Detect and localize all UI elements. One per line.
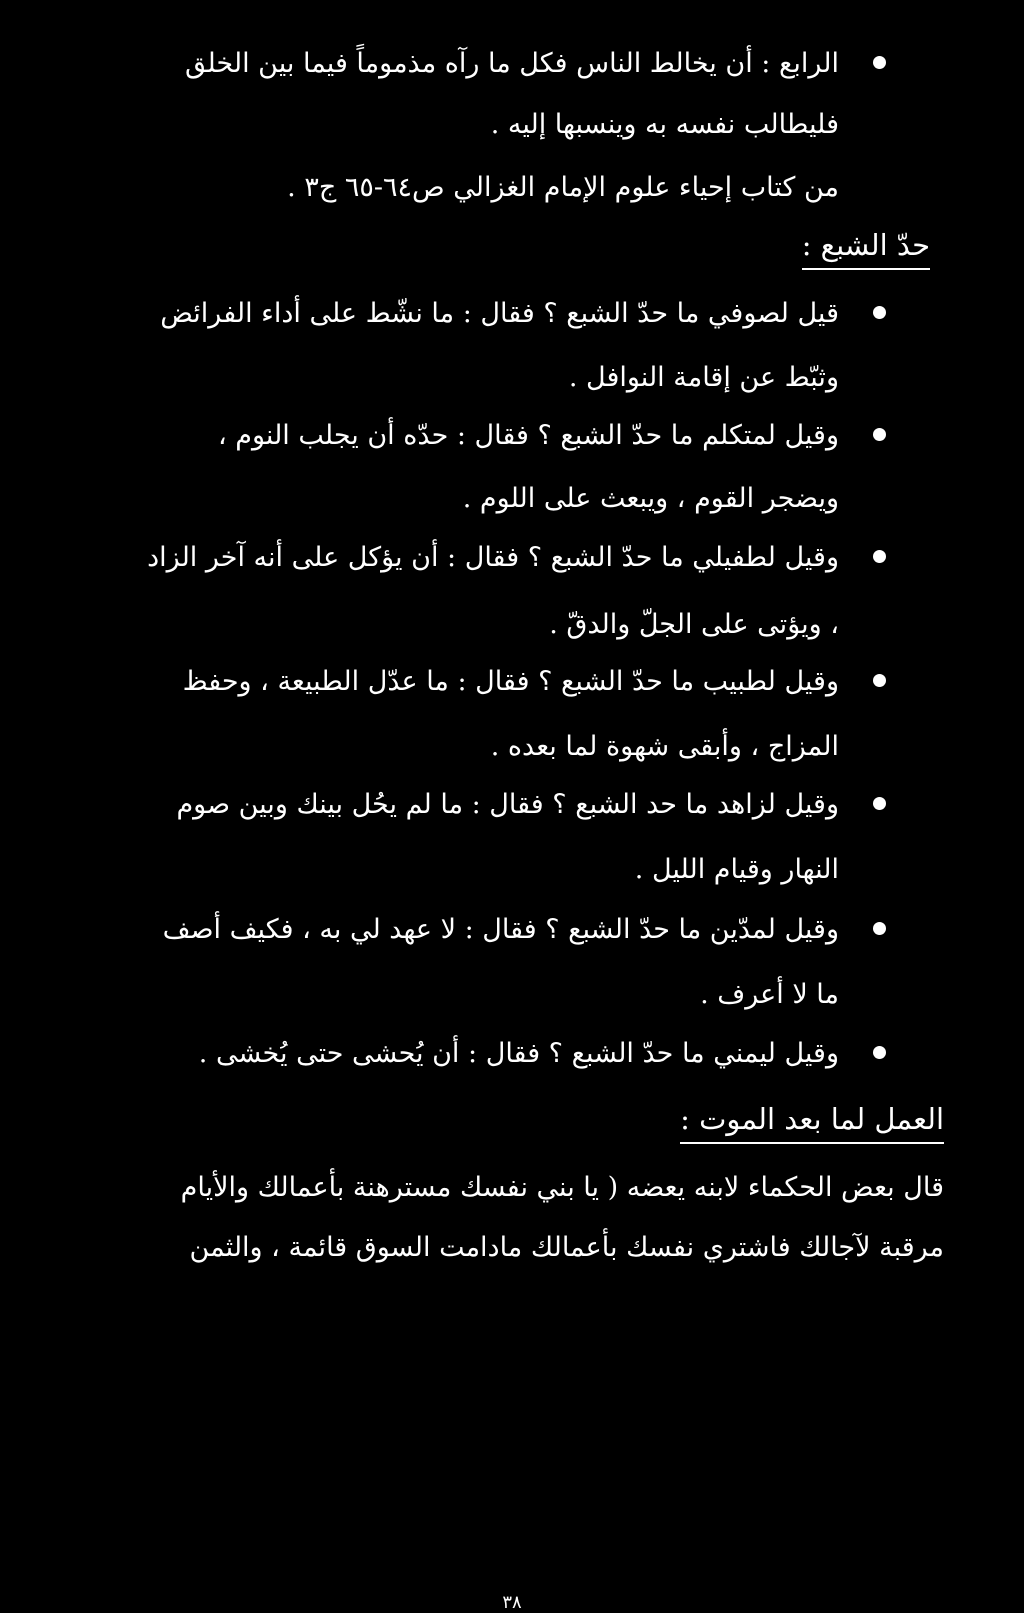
item-line: النهار وقيام الليل . [634,854,839,885]
item-line: المزاج ، وأبقى شهوة لما بعده . [490,731,839,762]
bullet-icon [873,306,886,319]
bullet-icon [873,56,886,69]
item-line: ما لا أعرف . [700,979,839,1010]
heading-underline [802,268,930,270]
item-line: قيل لصوفي ما حدّ الشبع ؟ فقال : ما نشّط على أداء الفرائض [160,298,839,329]
section-heading [802,224,930,270]
item-line: ، ويؤتى على الجلّ والدقّ . [549,609,839,640]
bullet-icon [873,674,886,687]
closing-line: مرقبة لآجالك فاشتري نفسك بأعمالك مادامت السوق قائمة ، والثمن [189,1232,944,1263]
section-heading [680,1098,944,1144]
section-heading-text: العمل لما بعد الموت : [680,1102,944,1136]
item-line: ويضجر القوم ، ويبعث على اللوم . [462,483,839,514]
bullet-icon [873,428,886,441]
item-line: وقيل لطفيلي ما حدّ الشبع ؟ فقال : أن يؤكل على أنه آخر الزاد [147,542,839,573]
item-line: وقيل لمدّين ما حدّ الشبع ؟ فقال : لا عهد لي به ، فكيف أصف [162,914,839,945]
item-line: وقيل ليمني ما حدّ الشبع ؟ فقال : أن يُحشى حتى يُخشى . [198,1038,839,1069]
item-line: وثبّط عن إقامة النوافل . [568,362,839,393]
page-number: ٣٨ [502,1592,522,1613]
paragraph-line: فليطالب نفسه به وينسبها إليه . [490,109,839,140]
bullet-icon [873,922,886,935]
item-line: وقيل لمتكلم ما حدّ الشبع ؟ فقال : حدّه أن يجلب النوم ، [217,420,839,451]
item-line: وقيل لطبيب ما حدّ الشبع ؟ فقال : ما عدّل الطبيعة ، وحفظ [182,666,839,697]
item-line: وقيل لزاهد ما حد الشبع ؟ فقال : ما لم يحُل بينك وبين صوم [176,789,839,820]
bullet-icon [873,797,886,810]
closing-line: قال بعض الحكماء لابنه يعضه ( يا بني نفسك مسترهنة بأعمالك والأيام [180,1172,944,1203]
heading-underline [680,1142,944,1144]
bullet-icon [873,550,886,563]
bullet-icon [873,1046,886,1059]
paragraph-line: الرابع : أن يخالط الناس فكل ما رآه مذموماً فيما بين الخلق [184,48,839,79]
section-heading-text: حدّ الشبع : [801,228,930,262]
source-citation: من كتاب إحياء علوم الإمام الغزالي ص٦٤-٦٥ ج٣ . [287,172,839,203]
